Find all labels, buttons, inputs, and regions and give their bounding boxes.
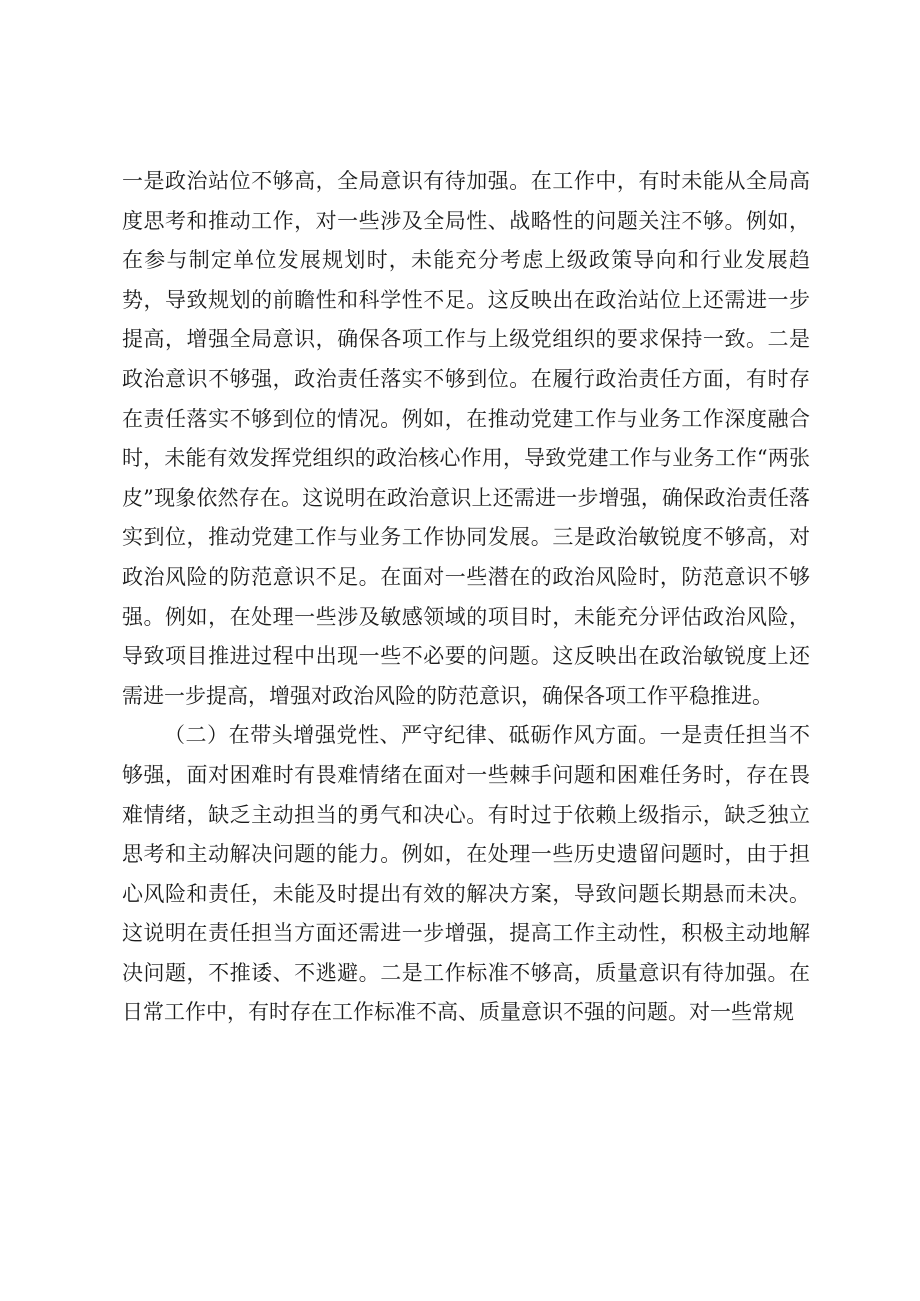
body-paragraph-2: （二）在带头增强党性、严守纪律、砥砺作风方面。一是责任担当不够强，面对困难时有畏难情绪在面对一些棘手问题和困难任务时，存在畏难情绪，缺乏主动担当的勇气和决心。有时过于依赖上级指示，缺乏独立思考和主动解决问题的能力。例如，在处理一些历史遗留问题时，由于担心风险和责任，未能及时提出有效的解决方案，导致问题长期悬而未决。这说明在责任担当方面还需进一步增强，提高工作主动性，积极主动地解决问题，不推诿、不逃避。二是工作标准不够高，质量意识有待加强。在日常工作中，有时存在工作标准不高、质量意识不强的问题。对一些常规 [122,723,810,1025]
body-paragraph-1: 一是政治站位不够高，全局意识有待加强。在工作中，有时未能从全局高度思考和推动工作，对一些涉及全局性、战略性的问题关注不够。例如，在参与制定单位发展规划时，未能充分考虑上级政策导向和行业发展趋势，导致规划的前瞻性和科学性不足。这反映出在政治站位上还需进一步提高，增强全局意识，确保各项工作与上级党组织的要求保持一致。二是政治意识不够强，政治责任落实不够到位。在履行政治责任方面，有时存在责任落实不够到位的情况。例如，在推动党建工作与业务工作深度融合时，未能有效发挥党组织的政治核心作用，导致党建工作与业务工作“两张皮”现象依然存在。这说明在政治意识上还需进一步增强，确保政治责任落实到位，推动党建工作与业务工作协同发展。三是政治敏锐度不够高，对政治风险的防范意识不足。在面对一些潜在的政治风险时，防范意识不够强。例如，在处理一些涉及敏感领域的项目时，未能充分评估政治风险，导致项目推进过程中出现一些不必要的问题。这反映出在政治敏锐度上还需进一步提高，增强对政治风险的防范意识，确保各项工作平稳推进。 [122,169,810,708]
document-body [122,162,810,1033]
